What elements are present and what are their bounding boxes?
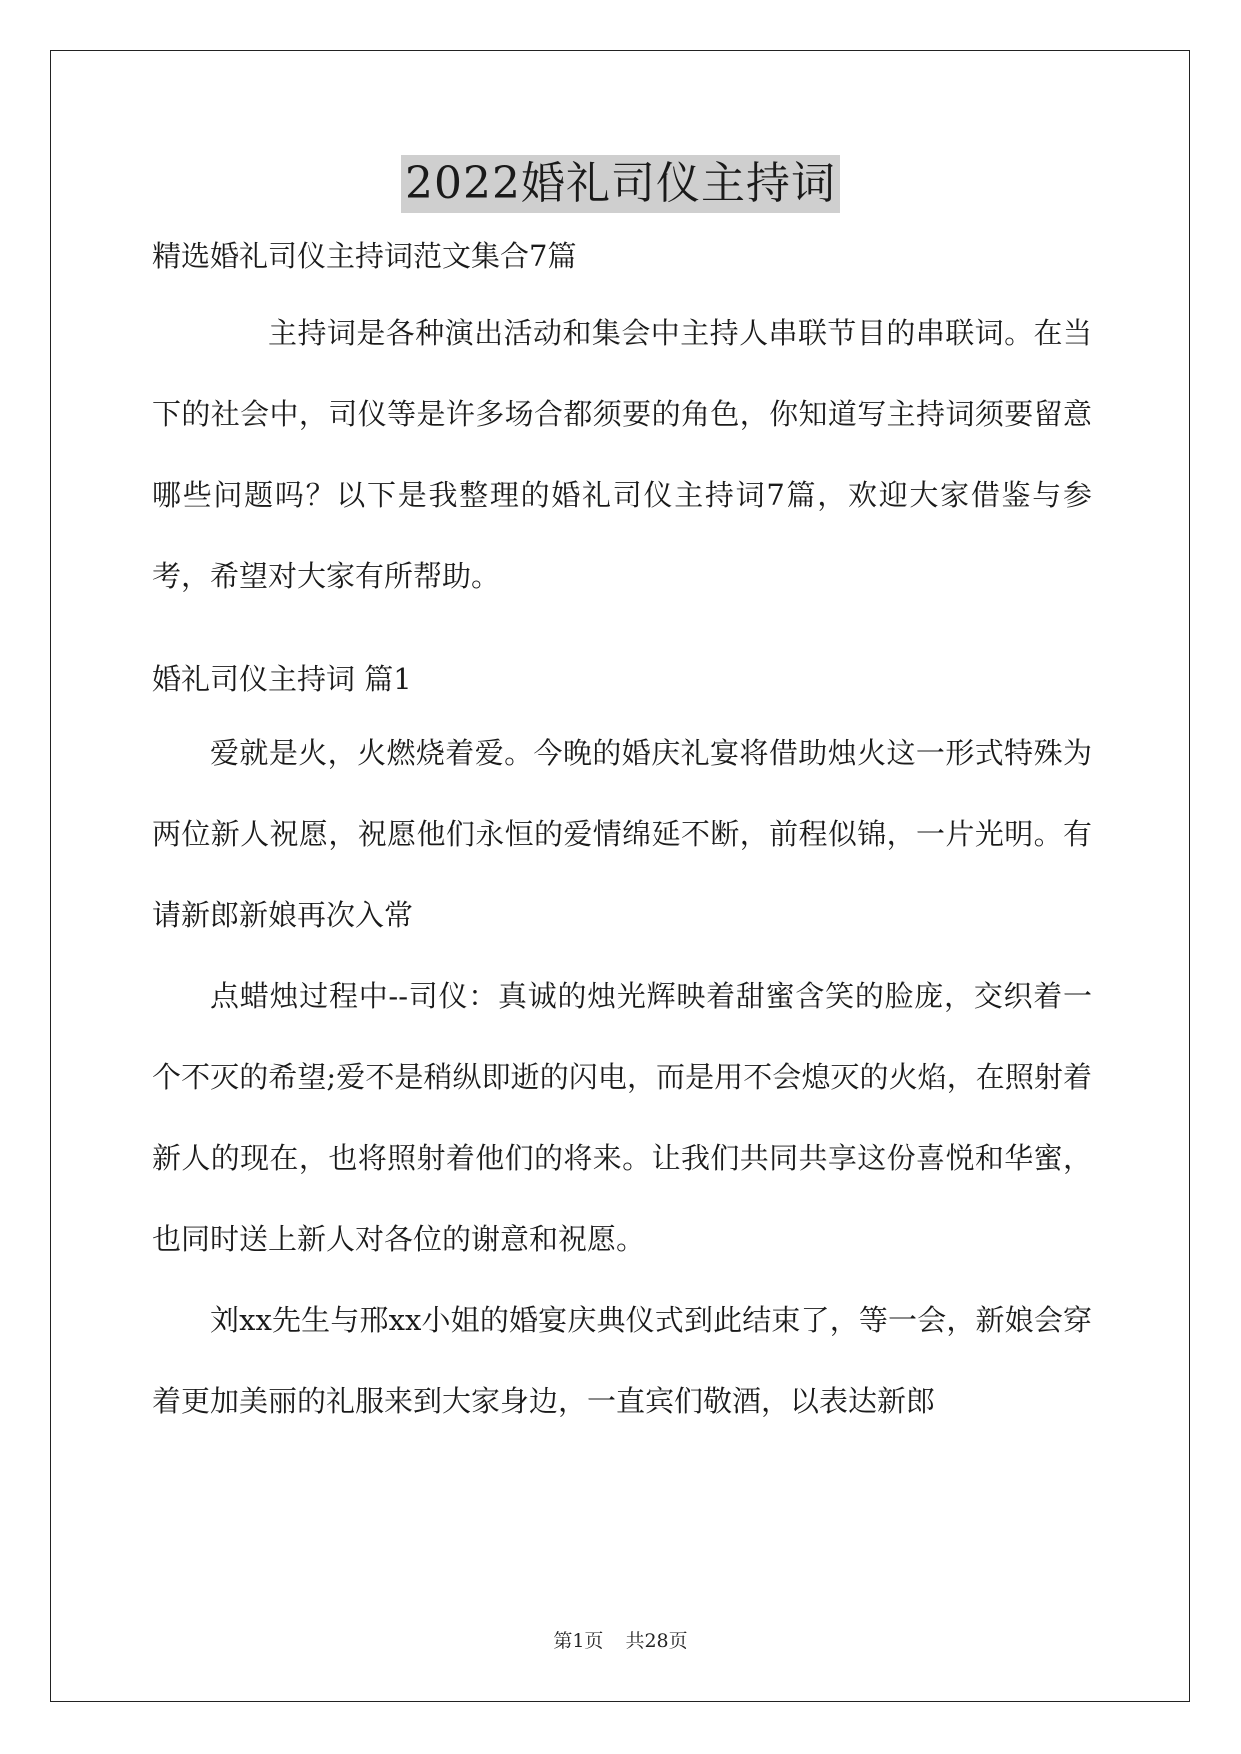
page-footer xyxy=(0,1626,1241,1653)
title-container xyxy=(0,155,1241,213)
page-number-total: 共28页 xyxy=(625,1630,688,1652)
body-paragraph: 点蜡烛过程中--司仪：真诚的烛光辉映着甜蜜含笑的脸庞，交织着一个不灭的希望;爱不是稍纵即逝的闪电，而是用不会熄灭的火焰，在照射着新人的现在，也将照射着他们的将来。让我们共同共享这份喜悦和华蜜，也同时送上新人对各位的谢意和祝愿。 xyxy=(152,979,1092,1256)
body-paragraph: 爱就是火，火燃烧着爱。今晚的婚庆礼宴将借助烛火这一形式特殊为两位新人祝愿，祝愿他们永恒的爱情绵延不断，前程似锦，一片光明。有请新郎新娘再次入常 xyxy=(152,736,1092,932)
document-body xyxy=(152,236,1092,1442)
intro-paragraph: 主持词是各种演出活动和集会中主持人串联节目的串联词。在当下的社会中，司仪等是许多场合都须要的角色，你知道写主持词须要留意哪些问题吗？以下是我整理的婚礼司仪主持词7篇，欢迎大家借鉴与参考，希望对大家有所帮助。 xyxy=(152,316,1092,593)
page-number-current: 第1页 xyxy=(553,1630,604,1652)
document-title: 2022婚礼司仪主持词 xyxy=(401,155,840,213)
section-heading: 婚礼司仪主持词 篇1 xyxy=(152,662,412,696)
body-paragraph: 刘xx先生与邢xx小姐的婚宴庆典仪式到此结束了，等一会，新娘会穿着更加美丽的礼服来到大家身边，一直宾们敬酒，以表达新郎 xyxy=(152,1303,1092,1418)
document-subtitle: 精选婚礼司仪主持词范文集合7篇 xyxy=(152,239,577,273)
